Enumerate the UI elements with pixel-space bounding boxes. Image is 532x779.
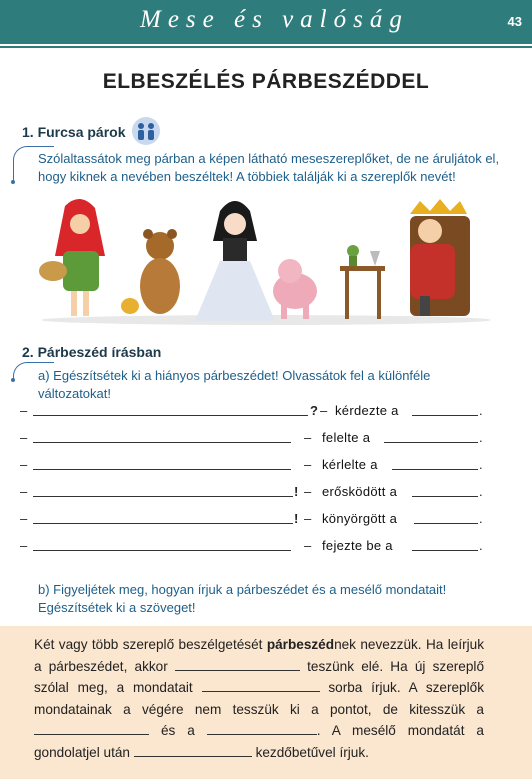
speech-verb: fejezte be a: [322, 538, 393, 553]
speaker-blank[interactable]: [412, 538, 478, 551]
rule-blank[interactable]: [34, 722, 149, 735]
table-with-small-figure: [340, 245, 385, 319]
row-punctuation: !: [294, 511, 299, 526]
dialogue-dash: –: [304, 484, 312, 499]
dialogue-dash: –: [20, 457, 28, 472]
speech-verb: könyörgött a: [322, 511, 398, 526]
page-header: [0, 0, 532, 44]
dialogue-dash: –: [304, 511, 312, 526]
dialogue-dash: –: [304, 457, 312, 472]
dialogue-dash: –: [20, 403, 28, 418]
task-a-instruction: a) Egészítsétek ki a hiányos párbeszédet! Olvassátok fel a különféle változatokat!: [38, 368, 431, 401]
rule-text-part: nek nevezzük. Ha leírjuk a párbeszédet, akkor: [34, 637, 484, 674]
row-dot: .: [479, 403, 483, 418]
row-dot: .: [479, 430, 483, 445]
answer-blank[interactable]: [33, 457, 291, 470]
row-dot: .: [479, 484, 483, 499]
speech-verb: kérlelte a: [322, 457, 378, 472]
speaker-blank[interactable]: [414, 511, 478, 524]
speech-verb: kérdezte a: [335, 403, 399, 418]
page-number: 43: [507, 14, 522, 29]
row-punctuation: ?: [310, 403, 318, 418]
pig-figure: [273, 259, 317, 319]
dialogue-row: [20, 484, 490, 504]
speaker-blank[interactable]: [412, 484, 478, 497]
answer-blank[interactable]: [33, 538, 291, 551]
rule-text-part: kezdőbetűvel írjuk.: [255, 744, 369, 760]
row-dot: .: [479, 457, 483, 472]
bracket-dot: [11, 378, 15, 382]
rule-text-part: Két vagy több szereplő beszélgetését: [34, 637, 267, 652]
row-dot: .: [479, 511, 483, 526]
rule-keyword: párbeszéd: [266, 637, 335, 652]
task-b-instruction: b) Figyeljétek meg, hogyan írjuk a párbeszédet és a mesélő mondatait! Egészítsétek ki a szöveget!: [38, 582, 447, 615]
pair-work-icon: [128, 116, 164, 146]
rule-blank[interactable]: [207, 722, 317, 735]
dialogue-row: [20, 511, 490, 531]
speech-verb: erősködött a: [322, 484, 398, 499]
red-riding-hood-figure: [39, 199, 105, 316]
speaker-blank[interactable]: [392, 457, 478, 470]
dialogue-dash: –: [320, 403, 328, 418]
bracket-dot: [11, 180, 15, 184]
rule-blank[interactable]: [202, 679, 320, 692]
rule-blank[interactable]: [175, 658, 300, 671]
section1-title: 1. Furcsa párok: [22, 124, 126, 140]
rule-text-part: teszünk elé. Ha új szereplő szólal meg, a mondatait: [34, 658, 485, 695]
chapter-title: Mese és valóság: [140, 6, 409, 33]
rule-text-part: sorba írjuk. A szereplők mondatainak a végére nem tesszük ki a pontot, de kitesszük a: [34, 680, 484, 717]
header-divider: [0, 46, 532, 48]
bear-figure: [121, 229, 180, 314]
section1-instruction: Szólaltassátok meg párban a képen látható meseszereplőket, de ne áruljátok el, hogy kiknek a nevében beszéltek! A többiek találják ki a szereplők nevét!: [38, 151, 500, 184]
speaker-blank[interactable]: [412, 403, 478, 416]
dialogue-dash: –: [20, 484, 28, 499]
dialogue-row: [20, 430, 490, 450]
speech-verb: felelte a: [322, 430, 371, 445]
answer-blank[interactable]: [33, 484, 293, 497]
snow-white-figure: [195, 201, 275, 321]
section2-title: 2. Párbeszéd írásban: [22, 344, 162, 360]
dialogue-dash: –: [20, 511, 28, 526]
dialogue-row: [20, 457, 490, 477]
dialogue-row: [20, 403, 490, 423]
speaker-blank[interactable]: [384, 430, 478, 443]
king-on-throne-figure: [410, 199, 470, 316]
row-dot: .: [479, 538, 483, 553]
answer-blank[interactable]: [33, 430, 291, 443]
rule-text-part: . A mesélő mondatát a gondolatjel után: [34, 723, 484, 760]
dialogue-dash: –: [304, 538, 312, 553]
row-punctuation: !: [294, 484, 299, 499]
fairy-tale-characters-illustration: [35, 196, 497, 326]
dialogue-row: [20, 538, 490, 558]
dialogue-dash: –: [20, 430, 28, 445]
rule-text: [34, 634, 484, 763]
answer-blank[interactable]: [33, 403, 308, 416]
answer-blank[interactable]: [33, 511, 293, 524]
rule-text-part: és a: [160, 723, 195, 738]
page-title: ELBESZÉLÉS PÁRBESZÉDDEL: [102, 70, 430, 93]
dialogue-dash: –: [304, 430, 312, 445]
rule-blank[interactable]: [134, 744, 252, 757]
dialogue-dash: –: [20, 538, 28, 553]
